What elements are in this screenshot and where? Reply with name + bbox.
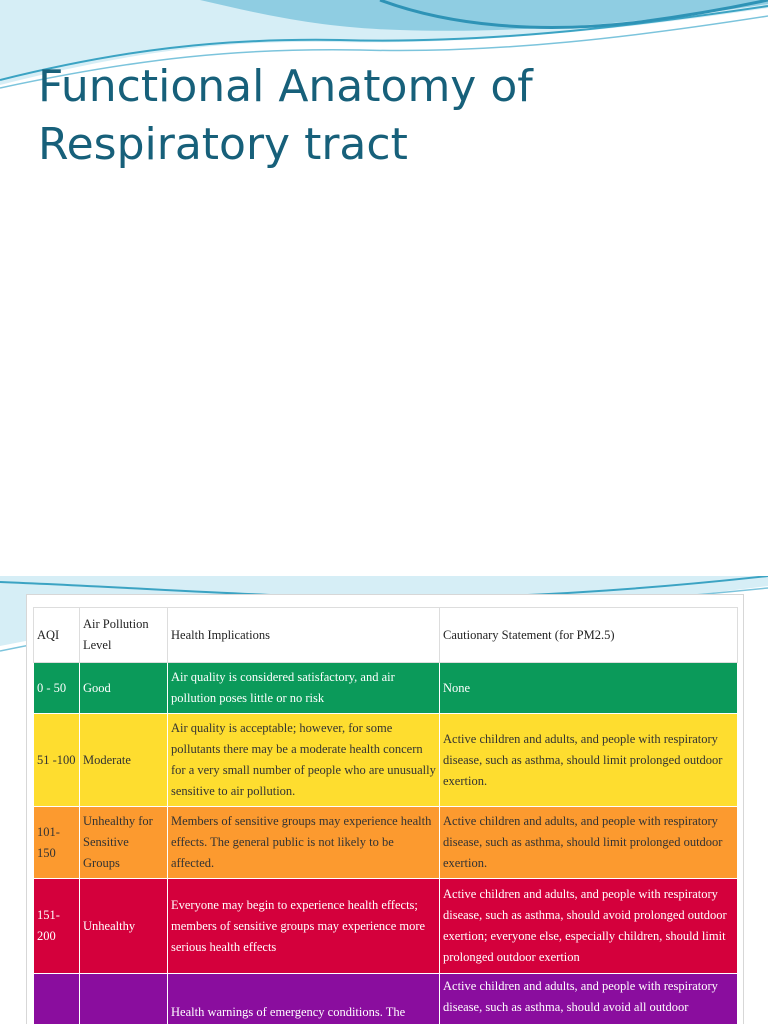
cell-level xyxy=(80,974,168,1024)
aqi-table-container xyxy=(26,594,744,1024)
cell-health: Everyone may begin to experience health effects; members of sensitive groups may experience more serious health effects xyxy=(168,879,440,974)
aqi-table xyxy=(33,607,738,1024)
table-row-moderate xyxy=(34,714,738,807)
cell-aqi: 0 - 50 xyxy=(34,663,80,714)
header-level: Air Pollution Level xyxy=(80,608,168,663)
title-line-1: Functional Anatomy of xyxy=(38,61,533,112)
cell-caution: Active children and adults, and people with respiratory disease, such as asthma, should avoid all outdoor xyxy=(440,974,738,1024)
cell-level: Unhealthy xyxy=(80,879,168,974)
title-line-2: Respiratory tract xyxy=(38,119,408,170)
cell-aqi xyxy=(34,974,80,1024)
cell-aqi: 151-200 xyxy=(34,879,80,974)
table-row-sensitive xyxy=(34,807,738,879)
header-caution: Cautionary Statement (for PM2.5) xyxy=(440,608,738,663)
table-row-unhealthy xyxy=(34,879,738,974)
slide-title-text xyxy=(38,58,533,174)
cell-level: Good xyxy=(80,663,168,714)
cell-health: Air quality is acceptable; however, for some pollutants there may be a moderate health concern for a very small number of people who are unusually sensitive to air pollution. xyxy=(168,714,440,807)
table-row-good xyxy=(34,663,738,714)
header-aqi: AQI xyxy=(34,608,80,663)
cell-health: Health warnings of emergency conditions. The xyxy=(168,974,440,1024)
header-health: Health Implications xyxy=(168,608,440,663)
cell-level: Moderate xyxy=(80,714,168,807)
cell-aqi: 101-150 xyxy=(34,807,80,879)
cell-caution: Active children and adults, and people with respiratory disease, such as asthma, should limit prolonged outdoor exertion. xyxy=(440,807,738,879)
table-header-row xyxy=(34,608,738,663)
slide-aqi-table xyxy=(0,576,768,1024)
cell-level: Unhealthy for Sensitive Groups xyxy=(80,807,168,879)
cell-caution: Active children and adults, and people with respiratory disease, such as asthma, should limit prolonged outdoor exertion. xyxy=(440,714,738,807)
cell-caution: None xyxy=(440,663,738,714)
cell-aqi: 51 -100 xyxy=(34,714,80,807)
cell-health: Members of sensitive groups may experience health effects. The general public is not likely to be affected. xyxy=(168,807,440,879)
table-row-very-unhealthy xyxy=(34,974,738,1024)
cell-health: Air quality is considered satisfactory, and air pollution poses little or no risk xyxy=(168,663,440,714)
cell-caution: Active children and adults, and people with respiratory disease, such as asthma, should avoid prolonged outdoor exertion; everyone else, especially children, should limit prolonged outdoor exertion xyxy=(440,879,738,974)
